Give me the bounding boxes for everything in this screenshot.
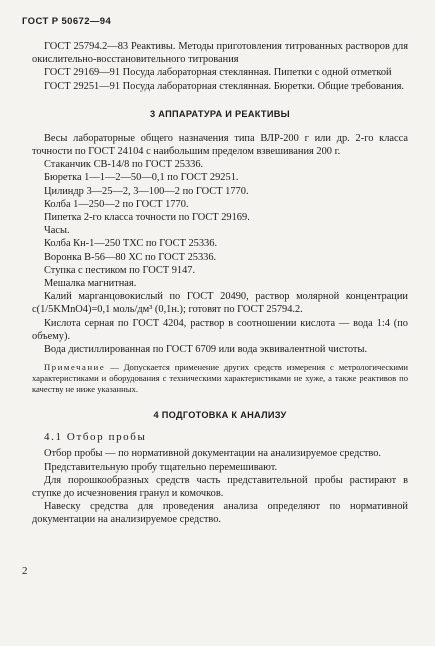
ref-gost-25794: ГОСТ 25794.2—83 Реактивы. Методы приготовления титрованных растворов для окислительно-восстановительного титрования [32,41,408,66]
page-number: 2 [22,565,28,577]
item-potassium-permanganate: Калий марганцовокислый по ГОСТ 20490, раствор молярной концентрации c(1/5KMnO4)=0,1 моль/дм³ (0,1н.); готовят по ГОСТ 25794.2. [32,291,408,316]
item-cylinder: Цилиндр 3—25—2, 3—100—2 по ГОСТ 1770. [44,185,249,197]
item-burette: Бюретка 1—1—2—50—0,1 по ГОСТ 29251. [44,172,239,184]
subsection-4-1-title: 4.1 Отбор пробы [44,431,147,444]
document-body [32,40,408,527]
item-beaker: Стаканчик СВ-14/8 по ГОСТ 25336. [44,159,204,171]
item-scales: Весы лабораторные общего назначения типа ВЛР-200 г или др. 2-го класса точности по ГОСТ 24104 с наибольшим пределом взвешивания 200 г. [32,132,408,158]
item-distilled-water: Вода дистиллированная по ГОСТ 6709 или вода эквивалентной чистоты. [44,344,368,356]
section-3-title: 3 АППАРАТУРА И РЕАКТИВЫ [150,108,290,119]
para-powder: Для порошкообразных средств часть представительной пробы растирают в ступке до исчезновения гранул и комочков. [32,474,408,500]
para-sample-weight: Навеску средства для проведения анализа определяют по нормативной документации на анализируемое средство. [32,501,408,526]
item-pipette: Пипетка 2-го класса точности по ГОСТ 29169. [44,212,250,224]
para-mixing: Представительную пробу тщательно перемешивают. [44,461,278,473]
item-flask: Колба 1—250—2 по ГОСТ 1770. [44,198,189,210]
document-header: ГОСТ Р 50672—94 [22,16,112,27]
item-conical-flask: Колба Кн-1—250 ТХС по ГОСТ 25336. [44,238,218,250]
note-text: — Допускается применение других средств измерения с метрологическими характеристиками и оборудования с техническими характеристиками не хуже, а также реактивов по качеству не ниже указанных. [32,362,408,395]
ref-gost-29169: ГОСТ 29169—91 Посуда лабораторная стеклянная. Пипетки с одной отметкой [44,67,392,79]
item-clock: Часы. [44,225,70,237]
section-4-title: 4 ПОДГОТОВКА К АНАЛИЗУ [153,410,287,421]
note-label: Примечание [44,362,106,373]
item-stirrer: Мешалка магнитная. [44,278,137,290]
para-sampling: Отбор пробы — по нормативной документации на анализируемое средство. [44,448,382,460]
item-sulfuric-acid: Кислота серная по ГОСТ 4204, раствор в соотношении кислота — вода 1:4 (по объему). [32,317,408,342]
item-funnel: Воронка В-56—80 ХС по ГОСТ 25336. [44,251,217,263]
section-3-note [32,362,408,395]
ref-gost-29251: ГОСТ 29251—91 Посуда лабораторная стеклянная. Бюретки. Общие требования. [44,80,405,92]
item-mortar: Ступка с пестиком по ГОСТ 9147. [44,264,196,276]
